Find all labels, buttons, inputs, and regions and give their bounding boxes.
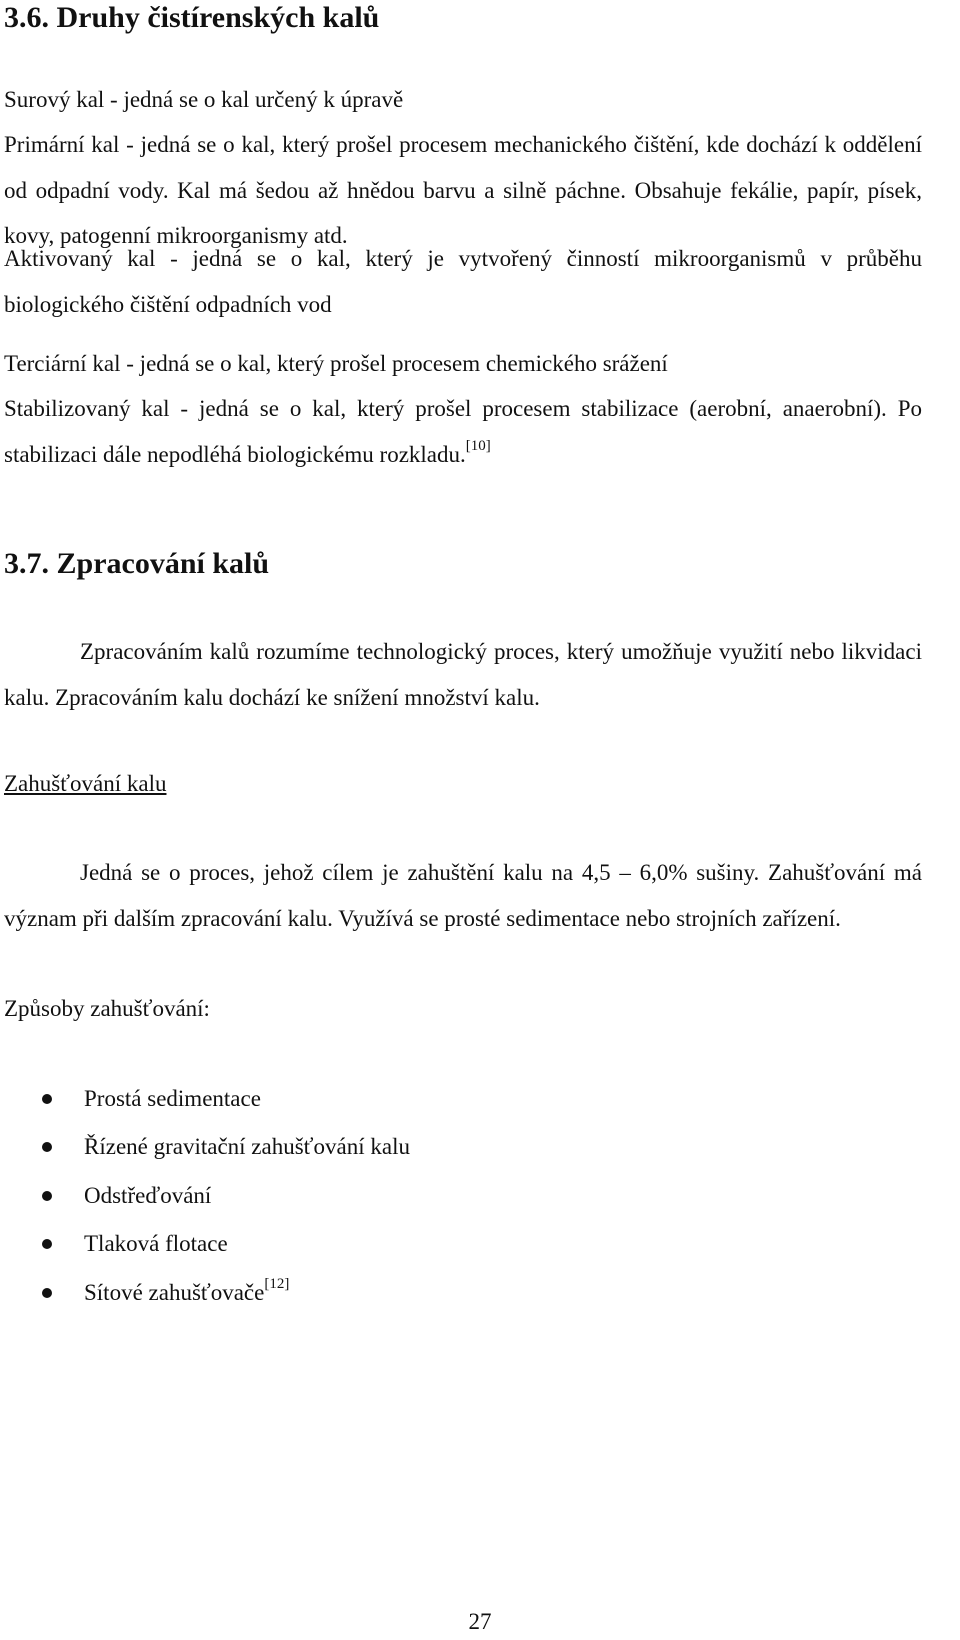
list-item: Prostá sedimentace: [0, 1075, 410, 1123]
list-item: Tlaková flotace: [0, 1220, 410, 1268]
paragraph-primary-sludge: Primární kal - jedná se o kal, který prošel procesem mechanického čištění, kde dochází k oddělení od odpadní vody. Kal má šedou až hnědou barvu a silně páchne. Obsahuje fekálie, papír, písek, kovy, patogenní mikroorganismy atd.: [4, 132, 922, 248]
list-item: Řízené gravitační zahušťování kalu: [0, 1123, 410, 1171]
section-heading-3-6: 3.6. Druhy čistírenských kalů: [4, 1, 380, 34]
paragraph-raw-sludge: Surový kal - jedná se o kal určený k úpravě: [4, 87, 404, 112]
bullet-icon: [42, 1191, 52, 1201]
page-number: 27: [468, 1609, 492, 1634]
paragraph-tertiary-sludge: Terciární kal - jedná se o kal, který prošel procesem chemického srážení: [4, 351, 668, 376]
thickening-methods-list: [0, 1075, 410, 1317]
list-item: Sítové zahušťovače[12]: [0, 1269, 410, 1317]
citation-ref-10: [10]: [465, 437, 491, 454]
citation-ref-12: [12]: [264, 1275, 290, 1292]
paragraph-thickening: Jedná se o proces, jehož cílem je zahuštění kalu na 4,5 – 6,0% sušiny. Zahušťování má význam při dalším zpracování kalu. Využívá se prosté sedimentace nebo strojních zařízení.: [4, 860, 922, 931]
paragraph-stabilized-sludge: [4, 386, 922, 477]
subheading-thickening: [4, 761, 922, 807]
bullet-icon: [42, 1288, 52, 1298]
bullet-icon: [42, 1239, 52, 1249]
bullet-icon: [42, 1142, 52, 1152]
bullet-icon: [42, 1094, 52, 1104]
stabilized-text: Stabilizovaný kal - jedná se o kal, který prošel procesem stabilizace (aerobní, anaerobní). Po stabilizaci dále nepodléhá biologickému rozkladu.: [4, 396, 922, 467]
list-item: Odstřeďování: [0, 1172, 410, 1220]
section-heading-3-7: 3.7. Zpracování kalů: [4, 547, 270, 580]
paragraph-processing-intro: Zpracováním kalů rozumíme technologický proces, který umožňuje využití nebo likvidaci kalu. Zpracováním kalu dochází ke snížení množství kalu.: [4, 639, 922, 710]
thickening-title: Zahušťování kalu: [4, 771, 167, 796]
thickening-methods-label: Způsoby zahušťování:: [4, 996, 210, 1021]
paragraph-activated-sludge: Aktivovaný kal - jedná se o kal, který je vytvořený činností mikroorganismů v průběhu biologického čištění odpadních vod: [4, 246, 922, 317]
